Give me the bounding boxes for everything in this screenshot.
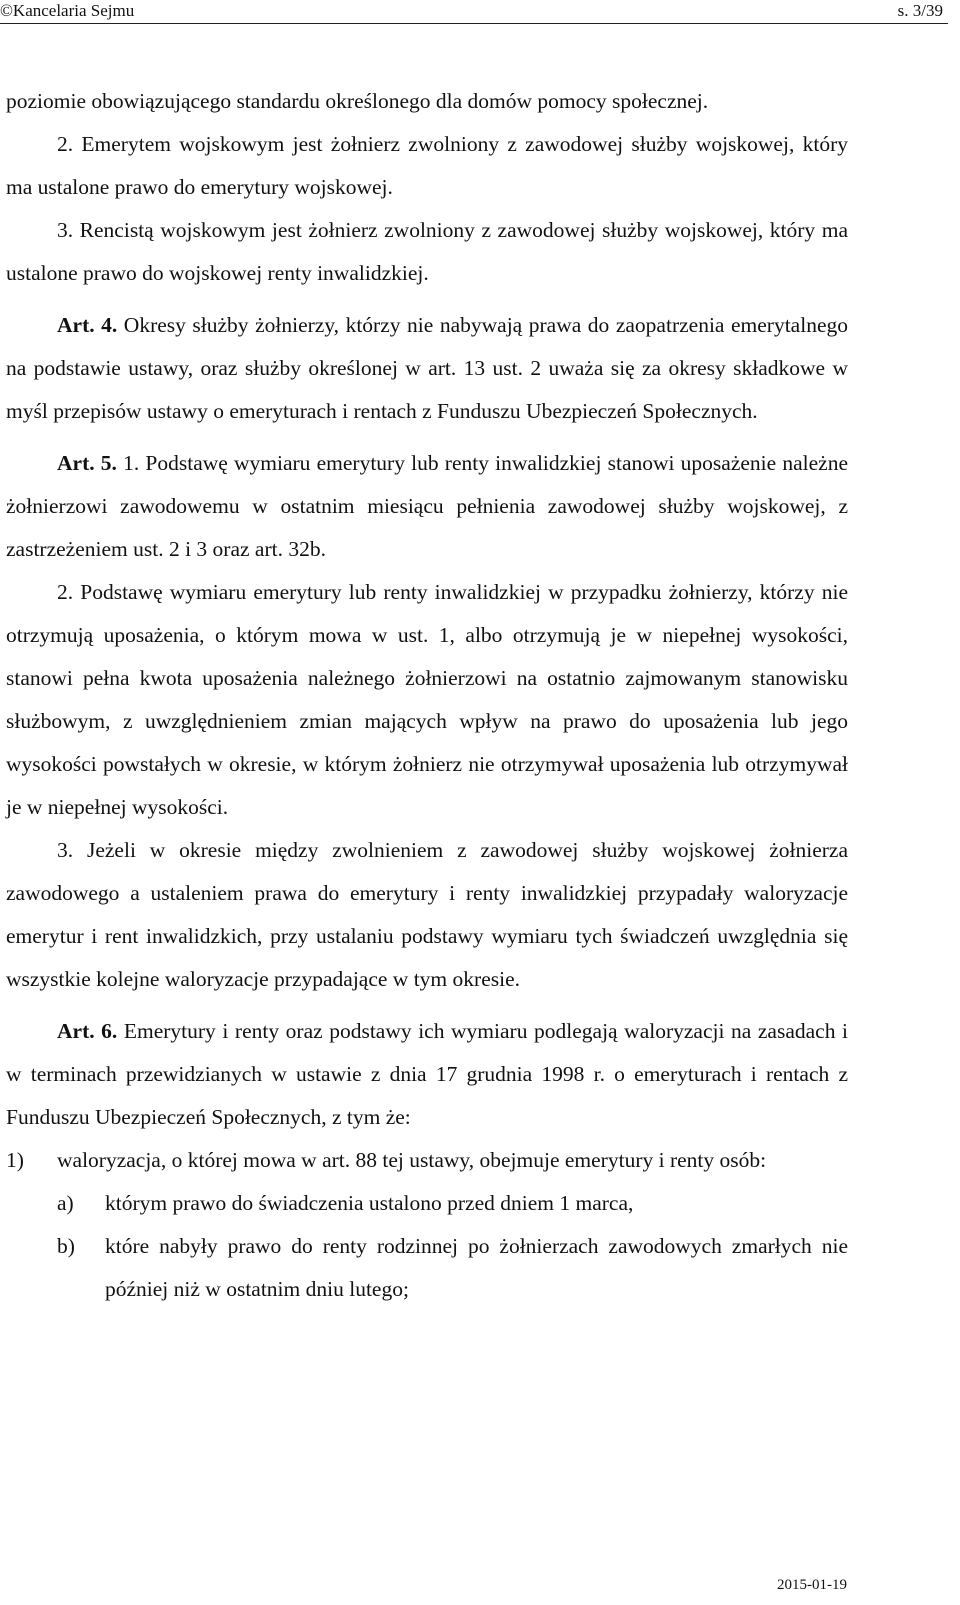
article-5-text: 1. Podstawę wymiaru emerytury lub renty inwalidzkiej stanowi uposażenie należne żołnierzowi zawodowemu w ostatnim miesiącu pełnienia zawodowej służby wojskowej, z zastrzeżeniem ust. 2 i 3 oraz art. 32b. [6,451,848,561]
article-6-text: Emerytury i renty oraz podstawy ich wymiaru podlegają waloryzacji na zasadach i w terminach przewidzianych w ustawie z dnia 17 grudnia 1998 r. o emeryturach i rentach z Funduszu Ubezpieczeń Społecznych, z tym że: [6,1019,848,1129]
paragraph-continuation: poziomie obowiązującego standardu określonego dla domów pomocy społecznej. [6,89,709,113]
list-item-b-text: które nabyły prawo do renty rodzinnej po żołnierzach zawodowych zmarłych nie później niż w ostatnim dniu lutego; [105,1234,848,1301]
copyright-label: ©Kancelaria Sejmu [0,1,135,20]
article-5 [6,442,848,571]
document-body [6,80,848,1311]
list-item-1 [6,1139,848,1182]
list-item-1-text: waloryzacja, o której mowa w art. 88 tej ustawy, obejmuje emerytury i renty osób: [57,1148,767,1172]
list-item-a-text: którym prawo do świadczenia ustalono przed dniem 1 marca, [105,1191,634,1215]
list-item-a [6,1182,848,1225]
list-item-a-marker: a) [57,1191,74,1215]
page-number: s. 3/39 [897,1,943,20]
list-item-b [6,1225,848,1311]
article-4 [6,304,848,433]
article-6 [6,1010,848,1139]
article-6-label: Art. 6. [57,1019,118,1043]
paragraph-art5-ust2: 2. Podstawę wymiaru emerytury lub renty inwalidzkiej w przypadku żołnierzy, którzy nie otrzymują uposażenia, o którym mowa w ust. 1, albo otrzymują je w niepełnej wysokości, stanowi pełna kwota uposażenia należnego żołnierzowi na ostatnio zajmowanym stanowisku służbowym, z uwzględnieniem zmian mających wpływ na prawo do uposażenia lub jego wysokości powstałych w okresie, w którym żołnierz nie otrzymywał uposażenia lub otrzymywał je w niepełnej wysokości. [6,580,848,819]
article-5-label: Art. 5. [57,451,117,475]
paragraph-art5-ust3: 3. Jeżeli w okresie między zwolnieniem z zawodowej służby wojskowej żołnierza zawodowego a ustaleniem prawa do emerytury i renty inwalidzkiej przypadały waloryzacje emerytur i rent inwalidzkich, przy ustalaniu podstawy wymiaru tych świadczeń uwzględnia się wszystkie kolejne waloryzacje przypadające w tym okresie. [6,838,848,991]
page-header [0,0,960,24]
article-4-label: Art. 4. [57,313,118,337]
list-item-b-marker: b) [57,1234,75,1258]
footer-date: 2015-01-19 [777,1577,847,1593]
header-divider [0,23,948,24]
paragraph-art3-ust3: 3. Rencistą wojskowym jest żołnierz zwolniony z zawodowej służby wojskowej, który ma ustalone prawo do wojskowej renty inwalidzkiej. [6,218,848,285]
article-4-text: Okresy służby żołnierzy, którzy nie nabywają prawa do zaopatrzenia emerytalnego na podstawie ustawy, oraz służby określonej w art. 13 ust. 2 uważa się za okresy składkowe w myśl przepisów ustawy o emeryturach i rentach z Funduszu Ubezpieczeń Społecznych. [6,313,848,423]
list-item-1-marker: 1) [6,1148,24,1172]
paragraph-art3-ust2: 2. Emerytem wojskowym jest żołnierz zwolniony z zawodowej służby wojskowej, który ma ustalone prawo do emerytury wojskowej. [6,132,848,199]
